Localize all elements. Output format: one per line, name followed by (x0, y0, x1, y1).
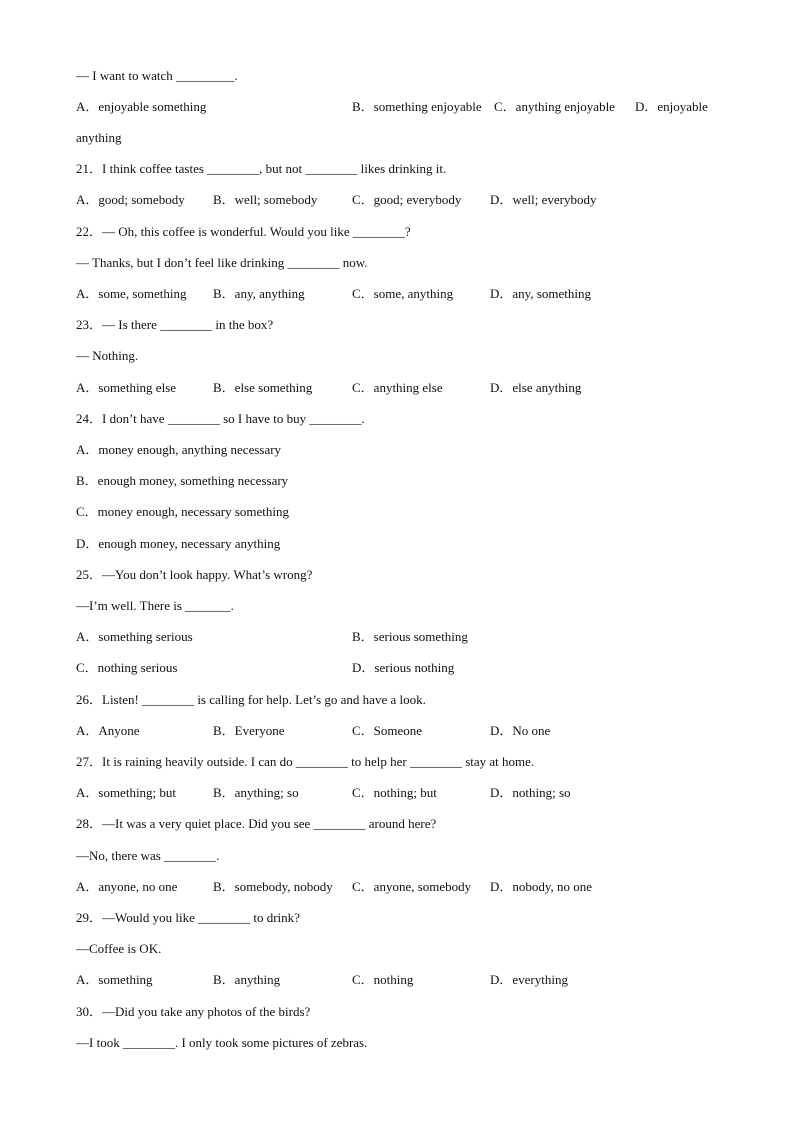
question-25-reply: —I’m well. There is _______. (76, 598, 234, 613)
option-28-b: B．somebody, nobody (213, 879, 333, 894)
option-23-b: B．else something (213, 380, 313, 395)
option-23-c: C．anything else (352, 380, 443, 395)
option-23-d: D．else anything (490, 380, 582, 395)
option-22-c: C．some, anything (352, 286, 454, 301)
option-22-a: A．some, something (76, 286, 187, 301)
option-29-d: D．everything (490, 972, 568, 987)
option-29-c: C．nothing (352, 972, 414, 987)
option-20-c: C．anything enjoyable (494, 99, 615, 114)
option-26-d: D．No one (490, 723, 551, 738)
option-22-b: B．any, anything (213, 286, 305, 301)
option-23-a: A．something else (76, 380, 177, 395)
option-21-d: D．well; everybody (490, 192, 597, 207)
question-30-reply: —I took ________. I only took some pictures of zebras. (76, 1035, 368, 1050)
question-30: 30．—Did you take any photos of the birds? (76, 1004, 311, 1019)
option-24-a: A．money enough, anything necessary (76, 442, 282, 457)
question-23: 23．— Is there ________ in the box? (76, 317, 274, 332)
question-28-reply: —No, there was ________. (76, 848, 220, 863)
option-24-b: B．enough money, something necessary (76, 473, 289, 488)
option-26-a: A．Anyone (76, 723, 140, 738)
option-27-d: D．nothing; so (490, 785, 571, 800)
option-20-b: B．something enjoyable (352, 99, 482, 114)
option-28-c: C．anyone, somebody (352, 879, 472, 894)
option-27-c: C．nothing; but (352, 785, 437, 800)
option-28-a: A．anyone, no one (76, 879, 178, 894)
option-25-c: C．nothing serious (76, 660, 178, 675)
question-20-answer-line: — I want to watch _________. (76, 68, 238, 83)
question-29-reply: —Coffee is OK. (76, 941, 162, 956)
option-24-c: C．money enough, necessary something (76, 504, 290, 519)
option-28-d: D．nobody, no one (490, 879, 593, 894)
question-23-reply: — Nothing. (76, 348, 139, 363)
option-29-a: A．something (76, 972, 153, 987)
question-25: 25．—You don’t look happy. What’s wrong? (76, 567, 313, 582)
option-25-a: A．something serious (76, 629, 193, 644)
option-21-b: B．well; somebody (213, 192, 318, 207)
option-25-d: D．serious nothing (352, 660, 455, 675)
option-22-d: D．any, something (490, 286, 591, 301)
question-27: 27．It is raining heavily outside. I can do ________ to help her ________ stay at home. (76, 754, 535, 769)
option-20-d-continuation: anything (76, 130, 122, 145)
option-24-d: D．enough money, necessary anything (76, 536, 281, 551)
question-22-reply: — Thanks, but I don’t feel like drinking ________ now. (76, 255, 368, 270)
question-26: 26．Listen! ________ is calling for help. Let’s go and have a look. (76, 692, 426, 707)
option-25-b: B．serious something (352, 629, 468, 644)
option-20-a: A．enjoyable something (76, 99, 207, 114)
option-27-a: A．something; but (76, 785, 177, 800)
option-21-a: A．good; somebody (76, 192, 185, 207)
option-27-b: B．anything; so (213, 785, 299, 800)
option-20-d: D．enjoyable (635, 99, 708, 114)
option-29-b: B．anything (213, 972, 281, 987)
option-26-b: B．Everyone (213, 723, 285, 738)
question-22: 22．— Oh, this coffee is wonderful. Would you like ________? (76, 224, 411, 239)
question-29: 29．—Would you like ________ to drink? (76, 910, 300, 925)
question-28: 28．—It was a very quiet place. Did you see ________ around here? (76, 816, 437, 831)
option-26-c: C．Someone (352, 723, 423, 738)
question-24: 24．I don’t have ________ so I have to buy ________. (76, 411, 365, 426)
option-21-c: C．good; everybody (352, 192, 462, 207)
question-21: 21．I think coffee tastes ________, but not ________ likes drinking it. (76, 161, 447, 176)
